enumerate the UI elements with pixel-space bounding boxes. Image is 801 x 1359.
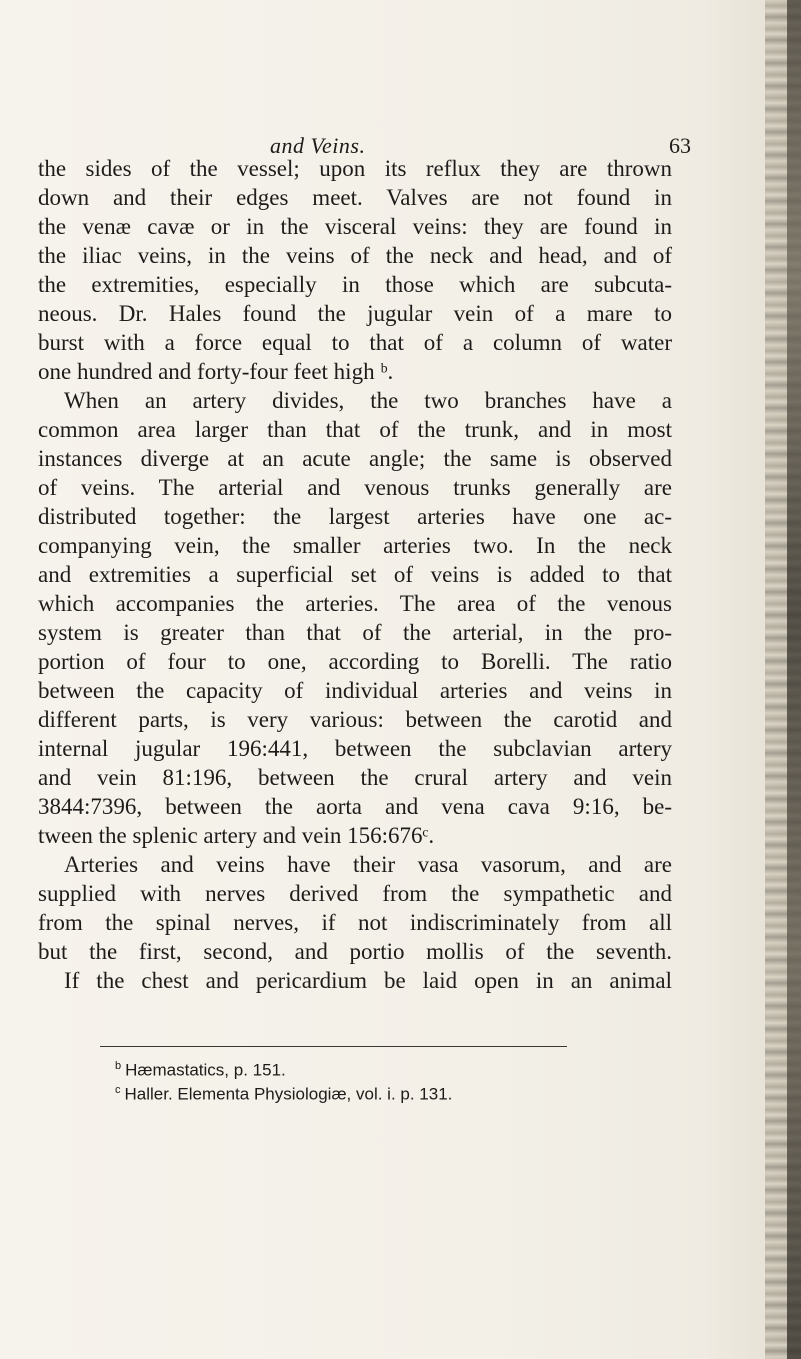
text-line: which accompanies the arteries. The area of the venous bbox=[38, 591, 672, 616]
text-line: down and their edges meet. Valves are not found in bbox=[38, 185, 672, 210]
page-number: 63 bbox=[669, 133, 691, 158]
footnote-mark: c bbox=[115, 1084, 121, 1096]
text-line: burst with a force equal to that of a column of water bbox=[38, 330, 672, 355]
footnote-text: Haller. Elementa Physiologiæ, vol. i. p. 131. bbox=[124, 1084, 453, 1104]
text-line: common area larger than that of the trunk, and in most bbox=[38, 417, 672, 442]
text-line: different parts, is very various: between the carotid and bbox=[38, 707, 672, 732]
footnote-text: Hæmastatics, p. 151. bbox=[125, 1060, 286, 1080]
text-line: If the chest and pericardium be laid open in an animal bbox=[64, 968, 672, 993]
text-line: of veins. The arterial and venous trunks generally are bbox=[38, 475, 672, 500]
text-line: the venæ cavæ or in the visceral veins: they are found in bbox=[38, 214, 672, 239]
text-line: internal jugular 196:441, between the subclavian artery bbox=[38, 736, 672, 761]
text-line: between the capacity of individual arteries and veins in bbox=[38, 678, 672, 703]
text-line: one hundred and forty-four feet high ᵇ. bbox=[38, 359, 394, 384]
text-line: supplied with nerves derived from the sympathetic and bbox=[38, 881, 672, 906]
text-line: the extremities, especially in those which are subcuta- bbox=[38, 272, 672, 297]
text-line: and extremities a superficial set of veins is added to that bbox=[38, 562, 672, 587]
text-line: system is greater than that of the arterial, in the pro- bbox=[38, 620, 672, 645]
text-line: tween the splenic artery and vein 156:676ᶜ. bbox=[38, 823, 435, 848]
footnote-c bbox=[115, 1080, 452, 1105]
text-line: When an artery divides, the two branches have a bbox=[64, 388, 672, 413]
text-line: 3844:7396, between the aorta and vena cava 9:16, be- bbox=[38, 794, 672, 819]
footnote-b bbox=[115, 1056, 286, 1081]
text-line: from the spinal nerves, if not indiscriminately from all bbox=[38, 910, 672, 935]
footnote-mark: b bbox=[115, 1060, 122, 1072]
text-line: companying vein, the smaller arteries two. In the neck bbox=[38, 533, 672, 558]
text-line: distributed together: the largest arteries have one ac- bbox=[38, 504, 672, 529]
footnote-rule bbox=[100, 1046, 567, 1047]
text-line: Arteries and veins have their vasa vasorum, and are bbox=[64, 852, 672, 877]
page-binding-edge bbox=[787, 0, 801, 1359]
text-line: neous. Dr. Hales found the jugular vein of a mare to bbox=[38, 301, 672, 326]
text-line: instances diverge at an acute angle; the same is observed bbox=[38, 446, 672, 471]
text-line: the sides of the vessel; upon its reflux they are thrown bbox=[38, 156, 672, 181]
text-line: and vein 81:196, between the crural artery and vein bbox=[38, 765, 672, 790]
text-line: the iliac veins, in the veins of the neck and head, and of bbox=[38, 243, 672, 268]
text-line: portion of four to one, according to Borelli. The ratio bbox=[38, 649, 672, 674]
running-head: and Veins. bbox=[270, 133, 366, 158]
text-line: but the first, second, and portio mollis of the seventh. bbox=[38, 939, 672, 964]
